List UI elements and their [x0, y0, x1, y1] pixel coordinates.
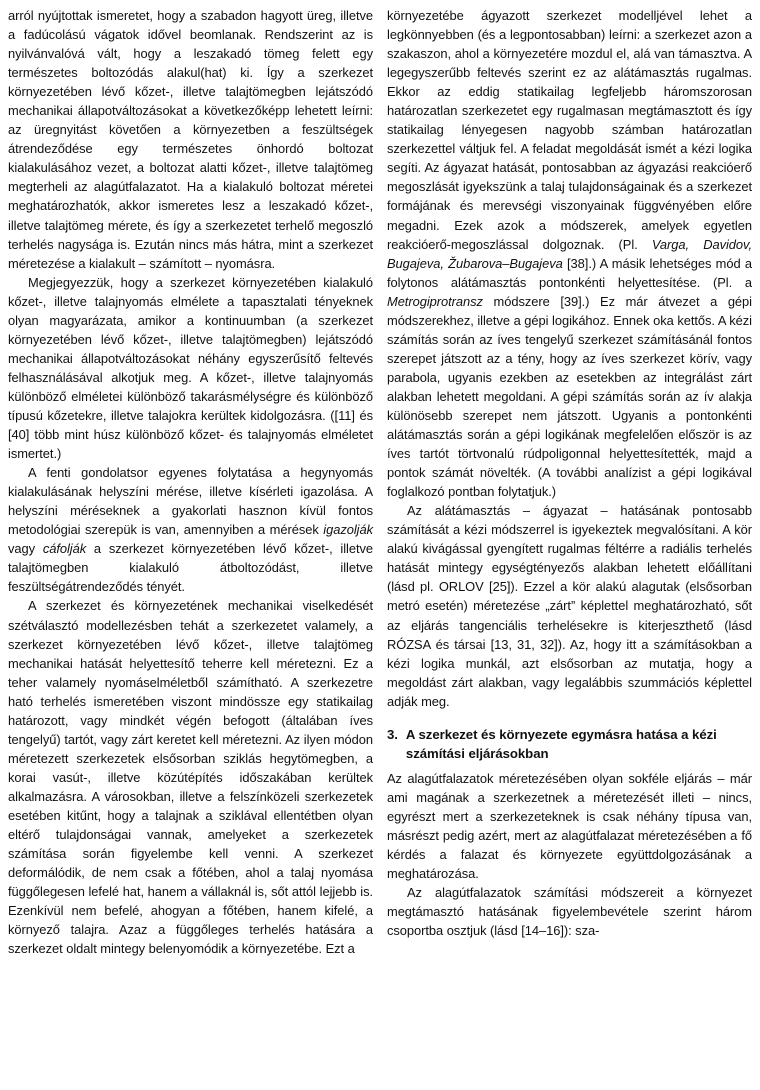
text-run: A fenti gondolatsor egyenes folytatása a hegynyomás kialakulásának helyszíni mérése, illetve kísérleti igazolása. A helyszíni méréseknek a gyakorlati hasznon kívül fontos metodológiai szerepük is van, amennyiben a mérések: [8, 465, 373, 538]
text-run: a szerkezet környezetében lévő kőzet-, illetve talajtömegben kialakuló átboltozódást, illetve feszültségátrendeződés tényét.: [8, 541, 374, 595]
section-heading: [387, 725, 752, 763]
paragraph: [8, 273, 373, 463]
text-run: vagy: [8, 541, 43, 557]
paragraph: [8, 463, 373, 596]
paragraph: [387, 501, 752, 711]
paragraph: [387, 769, 752, 883]
section-title: A szerkezet és környezete egymásra hatása a kézi számítási eljárásokban: [405, 726, 717, 761]
text-run: arról nyújtottak ismeretet, hogy a szabadon hagyott üreg, illetve a fadúcolású vágatok idővel beomlanak. Rendszerint az is nyilvánvalóvá vált, hogy a leszakadó tömeg felett egy természetes boltozódás alakul(hat) ki. Így a szerkezet környezetében lévő kőzet-, illetve talajtömegben lejátszódó mechanikai állapotváltozásokat a következőképp lehetett leírni: az üregnyitást követően a környezetben a feszültségek átrendeződése egy természetes önhordó boltozat kialakulásához vezet, a boltozat alatti kőzet-, illetve talajtömeg megterheli az alagútfalazatot. Ha a kialakuló boltozat méretei meghatározhatók, akkor ismeretes lesz a leszakadó kőzet-, illetve talajtömeg mérete, és így a szerkezetet terhelő megoszló terhelés nagysága is. Ezután nincs más hátra, mint a szerkezet méretezése a kialakult – számított – nyomásra.: [8, 8, 373, 271]
italic-text: cáfolják: [42, 541, 87, 557]
text-run: módszere [39].) Ez már átvezet a gépi módszerekhez, illetve a gépi logikához. Ennek oka kettős. A kézi számítás során az íves tengelyű szerkezet számításánál fontos szerepet játszott az a tény, hogy az íves szerkezet körív, vagy parabola, ugyanis ezekben az esetekben az integrálást zárt alakban lehetett megoldani. A gépi számítás során az ív alakja különösebb szerepet nem játszott. Ugyanis a pontonkénti alátámasztás során a gépi logikának megfelelően először is az íves tartót törtvonalú rúdpoligonnal helyettesítették, majd a pontok számát növelték. (A további analízist a gépi logikával foglalkozó pontban folytatjuk.): [387, 293, 752, 500]
paragraph: [387, 6, 752, 501]
text-run: A szerkezet és környezetének mechanikai viselkedését szétválasztó modellezésben tehát a szerkezetet valamely, a szerkezet környezetében lévő kőzet-, illetve talajtömeg mechanikai hatását helyettesítő teherre kell méretezni. Ez a teher valamely nyomáselméletből számítható. A szerkezetre ható terhelés ismeretében viszont mindössze egy statikailag határozott, vagy mindkét végén befogott (általában íves tengelyű) tartót, vagy zárt keretet kell méretezni. Az ilyen módon méretezett szerkezetek elsősorban sziklás hegytömegben, a korai vasút-, illetve közútépítés időszakában kerültek alkalmazásra. A városokban, illetve a felszínközeli szerkezetek esetében kitűnt, hogy a talajnak a sziklával ellentétben olyan eltérő tulajdonságai vannak, amelyeket a szerkezetek számítása során figyelembe kell venni. A szerkezet deformálódik, de nem csak a főtében, ahol a talaj nyomása függőlegesen lefelé hat, hanem a vállaknál is, sőt attól lejjebb is. Ezenkívül nem befelé, ahogyan a főtében, hanem kifelé, a környező talajra. Azaz a függőleges terhelés hatására a szerkezet oldalt mintegy belenyomódik a környezetébe. Ezt a: [8, 598, 373, 957]
text-run: Az alagútfalazatok számítási módszereit a környezet megtámasztó hatásának figyelembevétele szerint három csoportba osztjuk (lásd [14–16]): sza-: [387, 885, 752, 939]
text-run: [38].) A másik lehetséges mód a folytonos alátámasztás pontonkénti helyettesítése. (Pl. a: [387, 255, 752, 290]
text-run: környezetébe ágyazott szerkezet modelljével lehet a legkönnyebben (és a legpontosabban) leírni: a szerkezet azon a szakaszon, ahol a környezetére mozdul el, alá van támasztva. A legegyszerűbb feltevés szerint ez az alátámasztás rugalmas. Ekkor az eddig statikailag legfeljebb háromszorosan határozatlan szerkezetet egy rugalmasan megtámasztott és így statikailag lényegesen nagyobb számban határozatlan szerkezettel váltjuk fel. A feladat megoldását ismét a kézi logika segíti. Az ágyazat hatását, pontosabban az ágyazási reakcióerő megoszlását igyekszünk a talaj tulajdonságainak és a szerkezet formájának és merevségi viszonyainak függvényében előre megadni. Ezek azok a módszerek, amelyek egyetlen reakcióerő-megoszlással dolgoznak. (Pl.: [387, 8, 752, 252]
paragraph: [387, 883, 752, 940]
italic-text: igazolják: [323, 522, 373, 538]
text-run: Megjegyezzük, hogy a szerkezet környezetében kialakuló kőzet-, illetve talajnyomás elmélete a tapasztalati tényeknek olyan magyarázata, amikor a kontinuumban (a szerkezet környezetében lévő kőzet-, illetve talajtömegben) lejátszódó mechanikai állapotváltozásokat néhány egyszerűsítő feltevés felhasználásával alkotjuk meg. A kőzet-, illetve talajnyomás különböző elméletei különböző takarásmélységre és különböző típusú kőzetekre, illetve talajokra kerültek kidolgozásra. ([11] és [40] több mint húsz különböző kőzet- és talajnyomás elméletet ismertet.): [8, 274, 373, 462]
text-run: Az alátámasztás – ágyazat – hatásának pontosabb számítását a kézi módszerrel is igyekeztek megvalósítani. A kör alakú kivágással gyengített rugalmas féltérre a radiális terhelés hatását mintegy egységtényezős alakban lehetett előállítani (lásd pl. ORLOV [25]). Ezzel a kör alakú alagutak (elsősorban metró esetén) méretezése „zárt” képlettel meghatározható, sőt az eljárás tangenciális terhelésekre is kiterjeszthető (lásd RÓZSA és társai [13, 31, 32]). Az, hogy itt a számításokban a kézi logika munkál, azt elsősorban az mutatja, hogy a megoldást zárt alakban, vagy legalábbis szummációs képlettel adják meg.: [387, 503, 752, 709]
paragraph: [8, 6, 373, 273]
section-number: 3.: [387, 726, 398, 742]
italic-text: Varga, Davidov, Bugajeva, Žubarova–Bugajeva: [387, 236, 752, 271]
paragraph: [8, 596, 373, 958]
text-run: Az alagútfalazatok méretezésében olyan sokféle eljárás – már ami magának a szerkezetnek a méretezését illeti – nincs, egyrészt mert a szerkezeteknek is csak néhány típusa van, másrészt pedig azért, mert az alagútfalazat méretezésében a fő kérdés a falazat és környezete együttdolgozásának a meghatározása.: [387, 770, 752, 881]
italic-text: Metrogiprotransz: [387, 293, 483, 309]
left-column: [8, 6, 373, 1090]
right-column: [387, 6, 752, 1090]
